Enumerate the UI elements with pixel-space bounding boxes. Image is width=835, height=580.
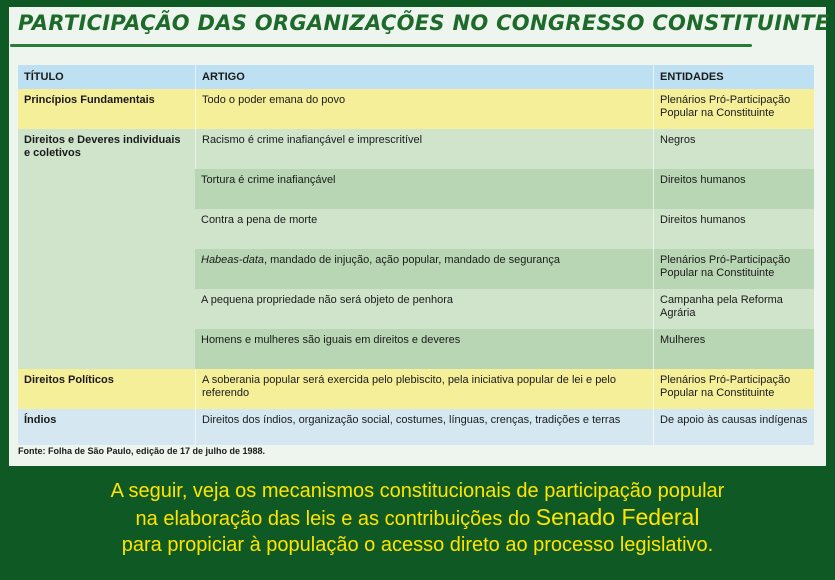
caption-line-3: para propiciar à população o acesso direto ao processo legislativo. [121,534,714,556]
row-titulo: Princípios Fundamentais [24,94,155,106]
page-title: PARTICIPAÇÃO DAS ORGANIZAÇÕES NO CONGRESSO CONSTITUINTE [18,11,830,35]
row-entidades: Negros [653,129,814,169]
row-titulo: Direitos e Deveres individuais e coletivos [18,129,195,409]
row-titulo: Índios [24,414,57,426]
header-artigo: ARTIGO [195,65,653,89]
title-underline [10,44,752,47]
table-row [195,209,814,249]
table-row [18,89,814,129]
caption [0,478,835,558]
organizations-table [18,65,814,445]
row-entidades: Direitos humanos [653,169,814,209]
row-artigo: A soberania popular será exercida pelo plebiscito, pela iniciativa popular de lei e pelo referendo [195,369,653,409]
row-artigo: Tortura é crime inafiançável [201,174,336,186]
row-entidades: De apoio às causas indígenas [653,409,814,445]
table-row [18,129,814,169]
table-row [195,289,814,329]
table-row [195,169,814,209]
row-entidades: Plenários Pró-Participação Popular na Constituinte [653,89,814,129]
table-row [195,249,814,289]
table-row [18,369,814,409]
header-entidades: ENTIDADES [653,65,814,89]
row-entidades: Mulheres [653,329,814,369]
row-artigo [195,249,653,289]
row-artigo: Racismo é crime inafiançável e imprescritível [195,129,653,169]
row-entidades: Campanha pela Reforma Agrária [653,289,814,329]
row-entidades: Plenários Pró-Participação Popular na Constituinte [653,369,814,409]
row-entidades: Direitos humanos [653,209,814,249]
caption-line-2 [0,504,835,532]
row-artigo: Direitos dos índios, organização social, costumes, línguas, crenças, tradições e terras [195,409,653,445]
senado-federal-highlight: Senado Federal [535,504,700,530]
header-titulo: TÍTULO [24,71,64,83]
source-note: Fonte: Folha de São Paulo, edição de 17 de julho de 1988. [18,446,266,456]
caption-line-2-text: na elaboração das leis e as contribuições do [135,508,536,530]
table-row [195,329,814,369]
row-artigo: Homens e mulheres são iguais em direitos e deveres [201,334,461,346]
row-entidades: Plenários Pró-Participação Popular na Constituinte [653,249,814,289]
row-artigo: A pequena propriedade não será objeto de penhora [201,294,453,306]
caption-line-1: A seguir, veja os mecanismos constitucionais de participação popular [110,480,725,502]
table-row [18,409,814,445]
row-artigo-rest: , mandado de injução, ação popular, mandado de segurança [264,254,560,266]
row-artigo: Todo o poder emana do povo [195,89,653,129]
row-artigo: Contra a pena de morte [201,214,318,226]
row-artigo-italic: Habeas-data [201,254,264,266]
table-header-row [18,65,814,89]
row-titulo: Direitos Políticos [24,374,114,386]
